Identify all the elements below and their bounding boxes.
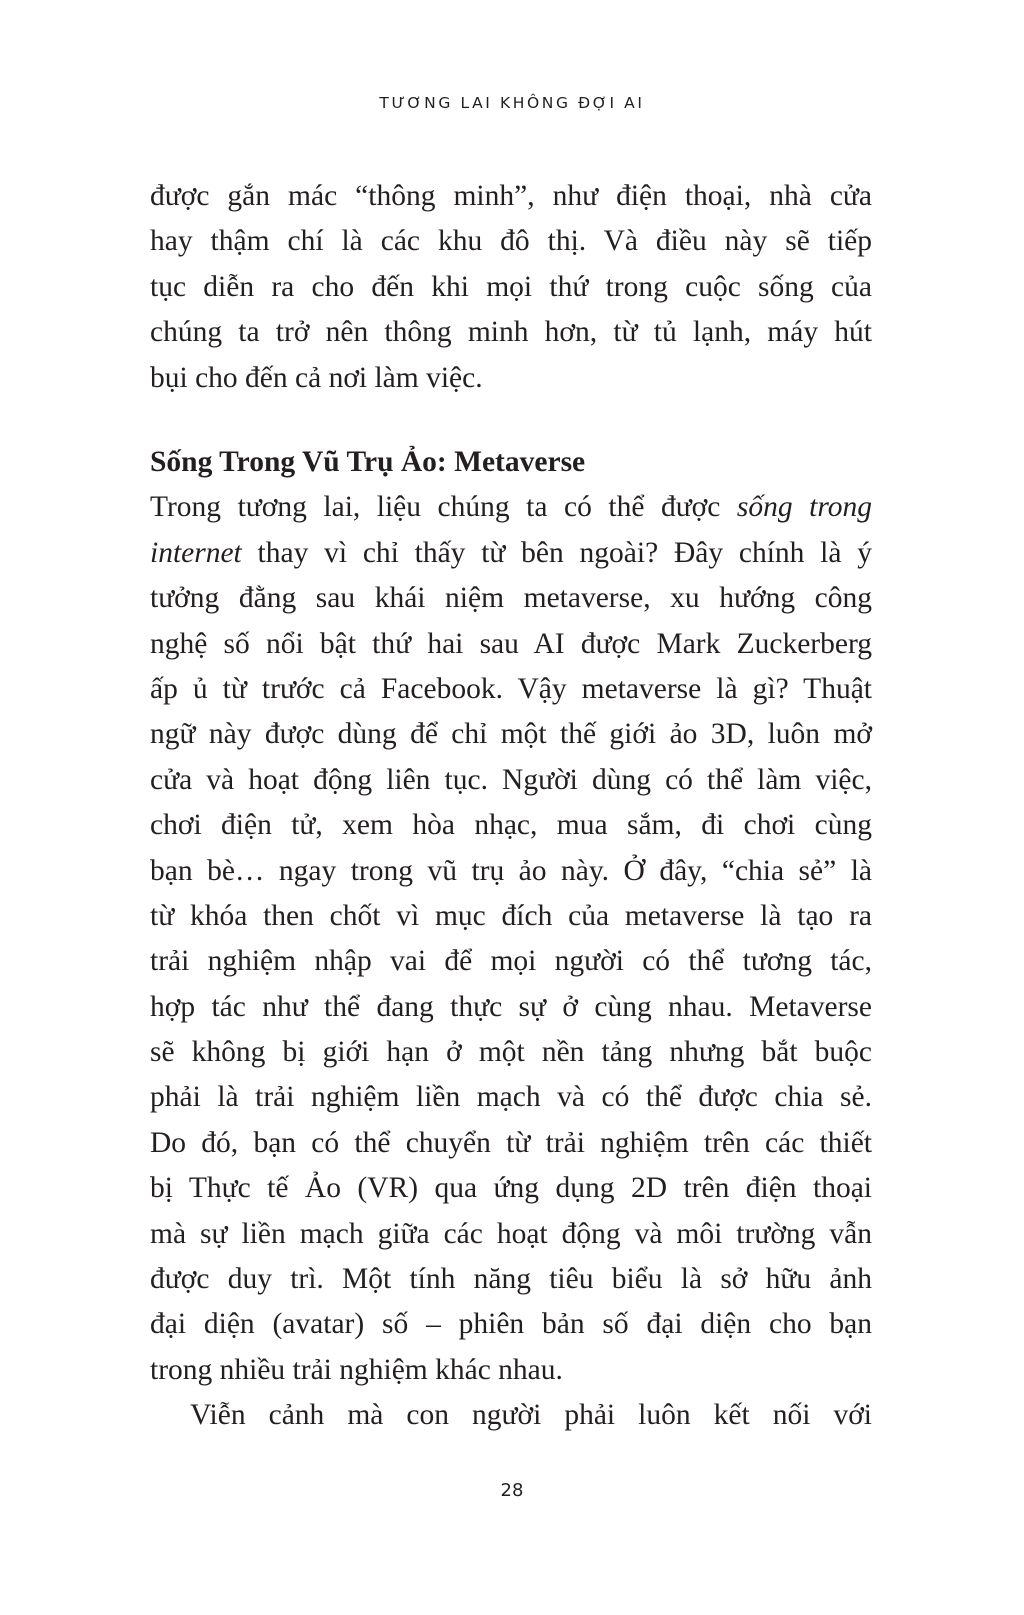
- text-line: được gắn mác “thông minh”, như điện thoại, nhà cửa: [150, 180, 872, 212]
- text-line: tưởng đằng sau khái niệm metaverse, xu hướng công: [150, 582, 872, 615]
- text-line: hợp tác như thể đang thực sự ở cùng nhau. Metaverse: [150, 990, 872, 1023]
- section-heading: Sống Trong Vũ Trụ Ảo: Metaverse: [150, 446, 586, 478]
- text-line: chơi điện tử, xem hòa nhạc, mua sắm, đi chơi cùng: [150, 809, 872, 842]
- running-head: TƯƠNG LAI KHÔNG ĐỢI AI: [379, 94, 645, 112]
- text-line: từ khóa then chốt vì mục đích của metaverse là tạo ra: [150, 899, 872, 932]
- text-line: Do đó, bạn có thể chuyển từ trải nghiệm trên các thiết: [150, 1126, 872, 1159]
- text-line: được duy trì. Một tính năng tiêu biểu là sở hữu ảnh: [150, 1263, 872, 1296]
- italic-run: internet: [150, 536, 242, 569]
- text-run: Trong tương lai, liệu chúng ta có thể được: [150, 491, 737, 524]
- text-line: chúng ta trở nên thông minh hơn, từ tủ lạnh, máy hút: [150, 316, 872, 349]
- text-line: ấp ủ từ trước cả Facebook. Vậy metaverse là gì? Thuật: [150, 672, 872, 705]
- text-line: sẽ không bị giới hạn ở một nền tảng nhưng bắt buộc: [150, 1036, 872, 1069]
- text-line: phải là trải nghiệm liền mạch và có thể được chia sẻ.: [150, 1081, 872, 1114]
- text-line: bụi cho đến cả nơi làm việc.: [150, 361, 483, 394]
- text-line: trải nghiệm nhập vai để mọi người có thể tương tác,: [150, 945, 872, 978]
- italic-run: sống trong: [736, 491, 872, 524]
- text-line: ngữ này được dùng để chỉ một thế giới ảo 3D, luôn mở: [150, 718, 872, 751]
- text-line: cửa và hoạt động liên tục. Người dùng có thể làm việc,: [150, 763, 872, 796]
- paragraph-1: [150, 174, 872, 401]
- page-number: 28: [500, 1480, 524, 1501]
- text-line: [150, 485, 872, 530]
- section-metaverse: [150, 440, 872, 1439]
- text-line: bạn bè… ngay trong vũ trụ ảo này. Ở đây, “chia sẻ” là: [150, 854, 872, 887]
- text-line: đại diện (avatar) số – phiên bản số đại diện cho bạn: [150, 1308, 872, 1341]
- text-line: hay thậm chí là các khu đô thị. Và điều này sẽ tiếp: [150, 225, 872, 258]
- text-line: [150, 531, 872, 576]
- text-line: mà sự liền mạch giữa các hoạt động và môi trường vẫn: [150, 1217, 872, 1250]
- text-line: trong nhiều trải nghiệm khác nhau.: [150, 1353, 563, 1386]
- text-line: nghệ số nổi bật thứ hai sau AI được Mark Zuckerberg: [150, 627, 872, 660]
- text-line: Viễn cảnh mà con người phải luôn kết nối với: [190, 1399, 872, 1432]
- text-run: thay vì chỉ thấy từ bên ngoài? Đây chính là ý: [241, 536, 872, 569]
- text-line: tục diễn ra cho đến khi mọi thứ trong cuộc sống của: [150, 270, 872, 303]
- text-line: bị Thực tế Ảo (VR) qua ứng dụng 2D trên điện thoại: [150, 1172, 872, 1205]
